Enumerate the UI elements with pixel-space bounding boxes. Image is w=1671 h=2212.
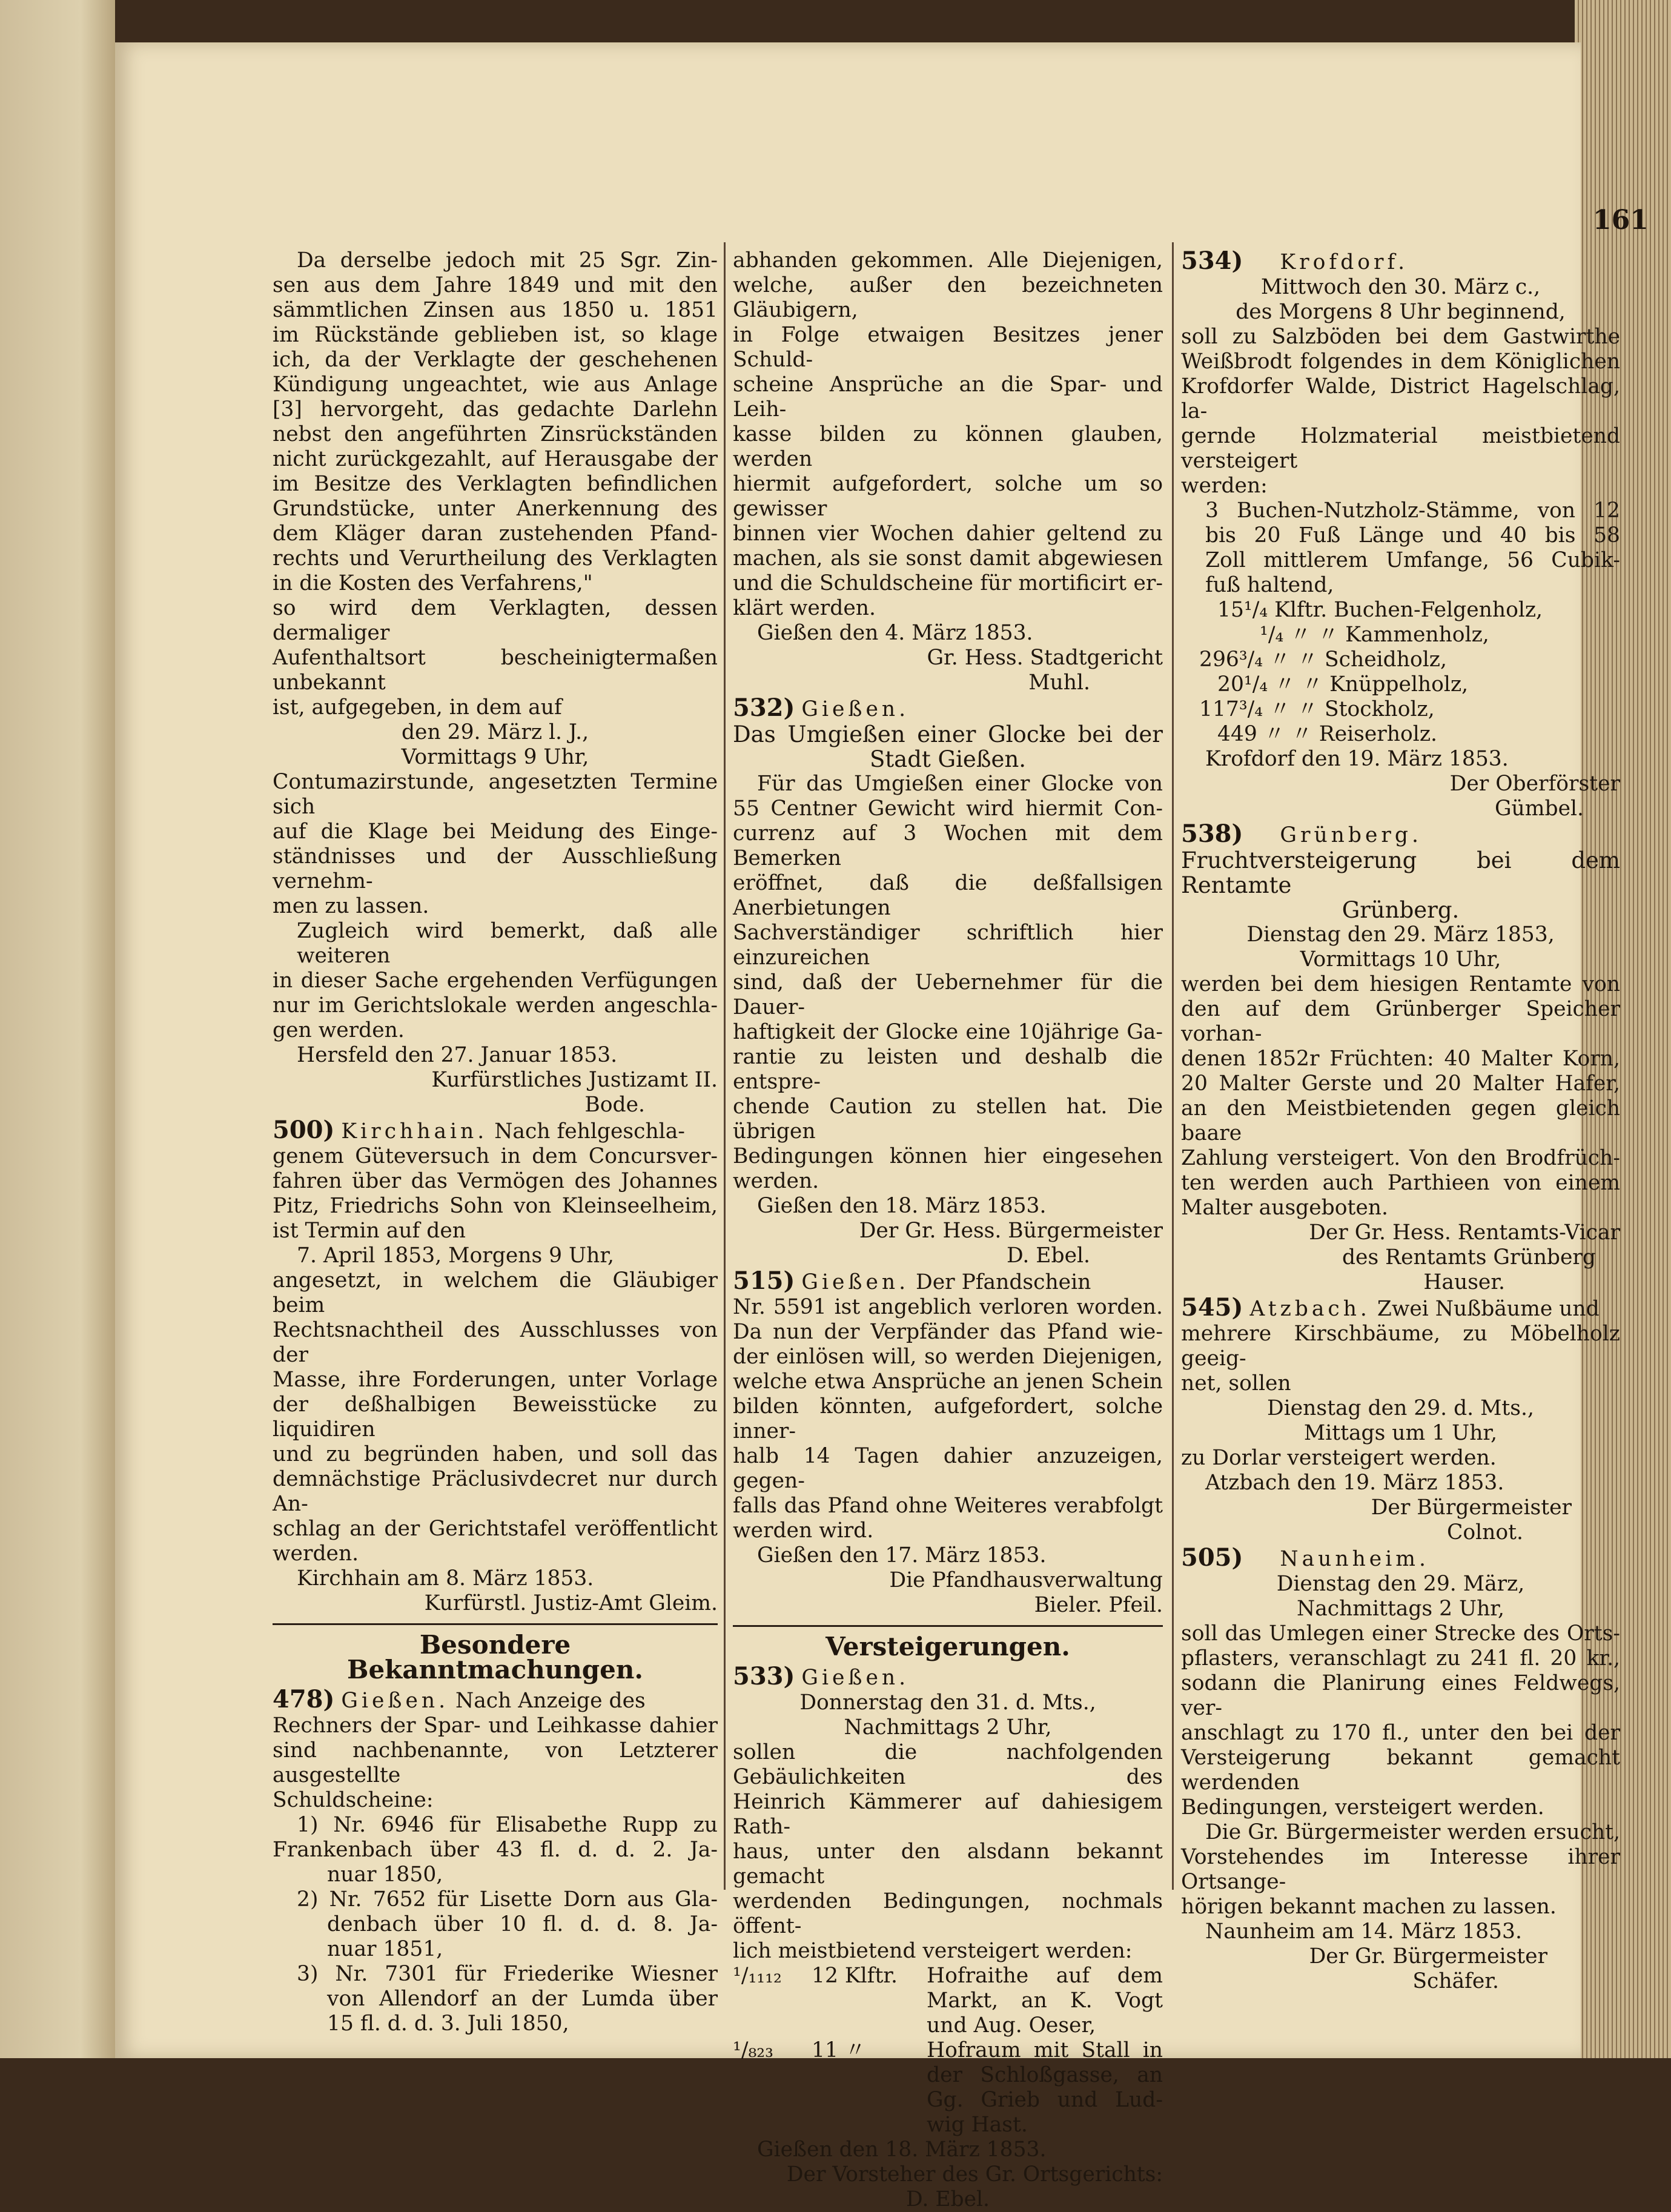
text-line: Versteigerung bekannt gemacht werdenden (1181, 1746, 1620, 1795)
text-line: Zoll mittlerem Umfange, 56 Cubik- (1205, 548, 1620, 572)
text-line: ist, aufgegeben, in dem auf (273, 695, 562, 720)
text-line: sodann die Planirung eines Feldwegs, ver- (1181, 1671, 1620, 1720)
fraction-cell: ¹/₈₂₃ (733, 2038, 773, 2062)
text-line: Schuldscheine: (273, 1788, 434, 1812)
newspaper-page (115, 42, 1649, 2211)
text-line: Da derselbe jedoch mit 25 Sgr. Zin- (297, 248, 718, 273)
text-line: schlag an der Gerichtstafel veröffentlicht (273, 1517, 718, 1541)
text-line: falls das Pfand ohne Weiteres verabfolgt (733, 1494, 1163, 1518)
text-line: sind, daß der Uebernehmer für die Dauer- (733, 970, 1163, 1019)
text-line: Bedingungen können hier eingesehen werden. (733, 1144, 1163, 1193)
text-line: werden: (1181, 474, 1268, 498)
text-line: der Schloßgasse, an (927, 2063, 1163, 2087)
place-date: Hersfeld den 27. Januar 1853. (297, 1043, 618, 1067)
notice-number: 534) (1181, 247, 1243, 275)
previous-page-edge (0, 0, 115, 2058)
text-line: ich, da der Verklagte der geschehenen (273, 348, 718, 372)
notice-place: Gießen. (801, 697, 910, 721)
text-line: werden bei dem hiesigen Rentamte von (1181, 972, 1620, 996)
place-date: Gießen den 4. März 1853. (757, 621, 1033, 645)
text-line: 55 Centner Gewicht wird hiermit Con- (733, 796, 1163, 821)
time-line: des Morgens 8 Uhr beginnend, (1236, 300, 1566, 324)
wood-item: ¹/₄ 〃 〃 Kammenholz, (1260, 623, 1489, 647)
place-date: Atzbach den 19. März 1853. (1205, 1471, 1504, 1495)
list-item: 1) Nr. 6946 für Elisabethe Rupp zu (297, 1813, 718, 1837)
notice-place: Grünberg. (1280, 823, 1422, 847)
column-3 (1181, 248, 1620, 1994)
wood-item: 15¹/₄ Klftr. Buchen-Felgenholz, (1217, 598, 1543, 622)
notice-place: Kirchhain. (341, 1119, 488, 1144)
text-line: halb 14 Tagen dahier anzuzeigen, gegen- (733, 1444, 1163, 1493)
time-line: Nachmittags 2 Uhr, (1297, 1597, 1504, 1621)
measure-cell: 12 Klftr. (812, 1964, 898, 1988)
date-line: Dienstag den 29. März, (1276, 1572, 1525, 1596)
text-line: und Aug. Oeser, (927, 2013, 1096, 2038)
time-line: Nachmittags 2 Uhr, (844, 1715, 1052, 1740)
text-line: welche etwa Ansprüche an jenen Schein (733, 1369, 1163, 1394)
date-line: Mittwoch den 30. März c., (1260, 275, 1541, 299)
text-line: werden wird. (733, 1518, 874, 1543)
text-line: machen, als sie sonst damit abgewiesen (733, 546, 1163, 571)
notice-number: 500) (273, 1116, 335, 1144)
text-line: haus, unter den alsdann bekannt gemacht (733, 1839, 1163, 1889)
text-line: scheine Ansprüche an die Spar- und Leih- (733, 373, 1163, 422)
text-line: Masse, ihre Forderungen, unter Vorlage (273, 1368, 718, 1392)
text-line: Bedingungen, versteigert werden. (1181, 1795, 1544, 1820)
place-date: Gießen den 18. März 1853. (757, 2137, 1047, 2162)
wood-item: 296³/₄ 〃 〃 Scheidholz, (1199, 647, 1447, 672)
text-line: abhanden gekommen. Alle Diejenigen, (733, 248, 1163, 273)
text-line: ständnisses und der Ausschließung vernehm- (273, 844, 718, 893)
text-line: Nach fehlgeschla- (494, 1119, 685, 1144)
description-cell: Hofraum mit Stall in (927, 2038, 1163, 2062)
text-line: nebst den angeführten Zinsrückständen (273, 422, 718, 446)
date-line: Donnerstag den 31. d. Mts., (799, 1690, 1096, 1715)
column-rule (724, 242, 726, 1890)
text-line: an den Meistbietenden gegen gleich baare (1181, 1096, 1620, 1145)
text-line: Zwei Nußbäume und (1377, 1297, 1600, 1321)
text-line: nuar 1850, (327, 1863, 443, 1887)
section-divider (273, 1623, 718, 1625)
signature-authority: Kurfürstliches Justizamt II. (431, 1068, 718, 1092)
text-line: den auf dem Grünberger Speicher vorhan- (1181, 997, 1620, 1046)
text-line: werdenden Bedingungen, nochmals öffent- (733, 1889, 1163, 1938)
notice-place: Gießen. (341, 1689, 449, 1713)
property-row (733, 1964, 1163, 1988)
text-line: sen aus dem Jahre 1849 und mit den (273, 273, 718, 297)
text-line: Markt, an K. Vogt (927, 1988, 1163, 2013)
notice-place: Gießen. (801, 1666, 910, 1690)
text-line: gernde Holzmaterial meistbietend versteigert (1181, 424, 1620, 473)
text-line: in Folge etwaigen Besitzes jener Schuld- (733, 323, 1163, 372)
text-line: sämmtlichen Zinsen aus 1850 u. 1851 (273, 298, 718, 322)
text-line: nur im Gerichtslokale werden angeschla- (273, 993, 718, 1018)
signature-authority: Die Pfandhausverwaltung (889, 1568, 1163, 1592)
notice-number: 505) (1181, 1543, 1243, 1572)
signature-authority: Der Gr. Bürgermeister (1309, 1944, 1547, 1969)
place-date: Gießen den 18. März 1853. (757, 1194, 1047, 1218)
text-line: anschlagt zu 170 fl., unter den bei der (1181, 1721, 1620, 1745)
signature-name: Bode. (584, 1093, 645, 1117)
signature-name: Muhl. (1028, 671, 1090, 695)
text-line: werden. (273, 1541, 359, 1566)
text-line: soll zu Salzböden bei dem Gastwirthe (1181, 325, 1620, 349)
text-line: Contumazirstunde, angesetzten Termine sich (273, 770, 718, 819)
text-line: 3 Buchen-Nutzholz-Stämme, von 12 (1205, 498, 1620, 523)
text-line: der deßhalbigen Beweisstücke zu liquidiren (273, 1392, 718, 1442)
text-line: Zahlung versteigert. Von den Brodfrüch- (1181, 1146, 1620, 1170)
text-line: Pitz, Friedrichs Sohn von Kleinseelheim, (273, 1194, 718, 1218)
text-line: Vorstehendes im Interesse ihrer Ortsange- (1181, 1845, 1620, 1894)
date-line: Dienstag den 29. März 1853, (1246, 922, 1555, 947)
text-line: eröffnet, daß die deßfallsigen Anerbietungen (733, 871, 1163, 920)
text-line: kasse bilden zu können glauben, werden (733, 422, 1163, 471)
text-line: zu Dorlar versteigert werden. (1181, 1446, 1497, 1470)
signature-authority: Der Oberförster (1449, 772, 1620, 796)
notice-number: 532) (733, 694, 795, 722)
notice-number: 538) (1181, 820, 1243, 848)
wood-item: 449 〃 〃 Reiserholz. (1217, 722, 1437, 746)
signature-name: Hauser. (1423, 1270, 1505, 1294)
text-line: Malter ausgeboten. (1181, 1196, 1388, 1220)
text-line: im Rückstände geblieben ist, so klage (273, 323, 718, 347)
text-line: chende Caution zu stellen hat. Die übrigen (733, 1094, 1163, 1144)
text-line: 15 fl. d. d. 3. Juli 1850, (327, 2012, 569, 2036)
text-line: Weißbrodt folgendes in dem Königlichen (1181, 349, 1620, 374)
signature-name: D. Ebel. (1006, 1243, 1090, 1268)
place-date: Krofdorf den 19. März 1853. (1205, 747, 1509, 771)
text-line: net, sollen (1181, 1371, 1291, 1396)
place-date: Naunheim am 14. März 1853. (1205, 1919, 1522, 1944)
notice-title: Stadt Gießen. (869, 746, 1027, 772)
text-line: demnächstige Präclusivdecret nur durch An- (273, 1467, 718, 1516)
column-1 (273, 248, 718, 2036)
fraction-cell: ¹/₁₁₁₂ (733, 1964, 782, 1988)
list-item: 2) Nr. 7652 für Lisette Dorn aus Gla- (297, 1887, 718, 1912)
text-line: fuß haltend, (1205, 573, 1334, 597)
text-line: von Allendorf an der Lumda über (327, 1987, 718, 2011)
column-rule (1172, 242, 1174, 1890)
signature-authority: Der Vorsteher des Gr. Ortsgerichts: (786, 2162, 1163, 2187)
text-line: fahren über das Vermögen des Johannes (273, 1169, 718, 1193)
column-2 (733, 248, 1163, 2212)
text-line: hiermit aufgefordert, solche um so gewisser (733, 472, 1163, 521)
signature-authority: Gr. Hess. Stadtgericht (927, 646, 1163, 670)
text-line: bilden könnten, aufgefordert, solche inner- (733, 1394, 1163, 1443)
notice-number: 533) (733, 1662, 795, 1690)
text-line: der einlösen will, so werden Diejenigen, (733, 1345, 1163, 1369)
text-line: denen 1852r Früchten: 40 Malter Korn, (1181, 1047, 1620, 1071)
place-date: Gießen den 17. März 1853. (757, 1543, 1047, 1568)
signature-authority: des Rentamts Grünberg (1342, 1245, 1596, 1270)
signature-name: Schäfer. (1412, 1969, 1499, 1993)
text-line: welche, außer den bezeichneten Gläubigern, (733, 273, 1163, 322)
text-line: pflasters, veranschlagt zu 241 fl. 20 kr., (1181, 1646, 1620, 1671)
text-line: men zu lassen. (273, 894, 429, 918)
signature-authority: Kurfürstl. Justiz-Amt Gleim. (424, 1591, 718, 1615)
text-line: Heinrich Kämmerer auf dahiesigem Rath- (733, 1790, 1163, 1839)
text-line: haftigkeit der Glocke eine 10jährige Ga- (733, 1020, 1163, 1044)
signature-authority: Der Gr. Hess. Rentamts-Vicar (1309, 1220, 1620, 1245)
notice-place: Krofdorf. (1280, 250, 1409, 274)
measure-cell: 11 〃 (812, 2038, 866, 2062)
text-line: und zu begründen haben, und soll das (273, 1442, 718, 1466)
text-line: gen werden. (273, 1018, 405, 1042)
text-line: sind nachbenannte, von Letzterer ausgestellte (273, 1738, 718, 1787)
time-line: Mittags um 1 Uhr, (1303, 1421, 1498, 1445)
date-line: Dienstag den 29. d. Mts., (1267, 1396, 1534, 1420)
signature-authority: Der Bürgermeister (1371, 1495, 1572, 1520)
text-line: klärt werden. (733, 596, 876, 620)
time-line: Vormittags 9 Uhr, (401, 745, 589, 769)
text-line: Die Gr. Bürgermeister werden ersucht, (1205, 1820, 1620, 1844)
property-row (733, 2038, 1163, 2063)
text-line: und die Schuldscheine für mortificirt er- (733, 571, 1163, 595)
signature-name: Gümbel. (1495, 796, 1584, 821)
wood-item: 20¹/₄ 〃 〃 Knüppelholz, (1217, 672, 1469, 697)
text-line: [3] hervorgeht, das gedachte Darlehn (273, 397, 718, 422)
text-line: Gg. Grieb und Lud- (927, 2088, 1163, 2112)
text-line: Rechners der Spar- und Leihkasse dahier (273, 1714, 718, 1738)
text-line: Kündigung ungeachtet, wie aus Anlage (273, 373, 718, 397)
text-line: rantie zu leisten und deshalb die entspre- (733, 1045, 1163, 1094)
text-line: binnen vier Wochen dahier geltend zu (733, 522, 1163, 546)
section-heading: Besondere Bekanntmachungen. (346, 1630, 644, 1684)
text-line: Aufenthaltsort bescheinigtermaßen unbekannt (273, 646, 718, 695)
notice-number: 478) (273, 1685, 335, 1714)
page-number: 161 (1593, 205, 1649, 236)
notice-title: Das Umgießen einer Glocke bei der (733, 721, 1163, 747)
text-line: bis 20 Fuß Länge und 40 bis 58 (1205, 523, 1620, 548)
text-line: auf die Klage bei Meidung des Einge- (273, 820, 718, 844)
text-line: lich meistbietend versteigert werden: (733, 1939, 1133, 1963)
date-line: 7. April 1853, Morgens 9 Uhr, (297, 1243, 615, 1268)
text-line: genem Güteversuch in dem Concursver- (273, 1144, 718, 1168)
text-line: soll das Umlegen einer Strecke des Orts- (1181, 1621, 1620, 1646)
text-line: sollen die nachfolgenden Gebäulichkeiten des (733, 1740, 1163, 1789)
signature-name: D. Ebel. (905, 2187, 990, 2211)
text-line: nuar 1851, (327, 1937, 443, 1961)
section-heading: Versteigerungen. (826, 1632, 1070, 1661)
section-divider (733, 1625, 1163, 1627)
text-line: nicht zurückgezahlt, auf Herausgabe der (273, 447, 718, 471)
text-line: Krofdorfer Walde, District Hagelschlag, la- (1181, 374, 1620, 423)
date-line: den 29. März l. J., (401, 720, 589, 744)
signature-name: Bieler. Pfeil. (1034, 1593, 1163, 1617)
text-line: Für das Umgießen einer Glocke von (757, 772, 1163, 796)
text-line: ist Termin auf den (273, 1219, 466, 1243)
text-line: denbach über 10 fl. d. d. 8. Ja- (327, 1912, 718, 1936)
text-line: ten werden auch Parthieen von einem (1181, 1171, 1620, 1195)
time-line: Vormittags 10 Uhr, (1300, 947, 1501, 972)
signature-authority: Der Gr. Hess. Bürgermeister (859, 1219, 1163, 1243)
text-line: in dieser Sache ergehenden Verfügungen (273, 969, 718, 993)
text-line: Sachverständiger schriftlich hier einzureichen (733, 921, 1163, 970)
notice-place: Gießen. (801, 1270, 910, 1294)
notice-number: 545) (1181, 1293, 1243, 1322)
text-line: Nach Anzeige des (455, 1689, 646, 1713)
text-line: currenz auf 3 Wochen mit dem Bemerken (733, 821, 1163, 870)
text-line: Rechtsnachtheil des Ausschlusses von der (273, 1318, 718, 1367)
notice-number: 515) (733, 1267, 795, 1295)
text-line: hörigen bekannt machen zu lassen. (1181, 1895, 1557, 1919)
notice-title: Grünberg. (1342, 897, 1460, 923)
text-line: Der Pfandschein (916, 1270, 1091, 1294)
wood-item: 117³/₄ 〃 〃 Stockholz, (1199, 697, 1435, 721)
signature-name: Colnot. (1446, 1520, 1523, 1545)
place-date: Kirchhain am 8. März 1853. (297, 1566, 594, 1591)
text-line: rechts und Verurtheilung des Verklagten (273, 546, 718, 571)
text-line: so wird dem Verklagten, dessen dermaliger (273, 596, 718, 645)
text-line: Zugleich wird bemerkt, daß alle weiteren (297, 919, 718, 968)
text-line: angesetzt, in welchem die Gläubiger beim (273, 1268, 718, 1317)
description-cell: Hofraithe auf dem (927, 1964, 1163, 1988)
text-line: 20 Malter Gerste und 20 Malter Hafer, (1181, 1071, 1620, 1096)
text-line: in die Kosten des Verfahrens," (273, 571, 593, 595)
text-line: Frankenbach über 43 fl. d. d. 2. Ja- (273, 1838, 718, 1862)
text-line: Nr. 5591 ist angeblich verloren worden. (733, 1295, 1163, 1319)
notice-title: Fruchtversteigerung bei dem Rentamte (1181, 847, 1620, 898)
text-line: mehrere Kirschbäume, zu Möbelholz geeig- (1181, 1322, 1620, 1371)
text-line: Grundstücke, unter Anerkennung des (273, 497, 718, 521)
notice-place: Naunheim. (1280, 1547, 1429, 1571)
text-line: wig Hast. (927, 2113, 1028, 2137)
list-item: 3) Nr. 7301 für Friederike Wiesner (297, 1962, 718, 1986)
notice-place: Atzbach. (1249, 1297, 1371, 1321)
text-line: Da nun der Verpfänder das Pfand wie- (733, 1320, 1163, 1344)
text-line: im Besitze des Verklagten befindlichen (273, 472, 718, 496)
text-line: dem Kläger daran zustehenden Pfand- (273, 522, 718, 546)
